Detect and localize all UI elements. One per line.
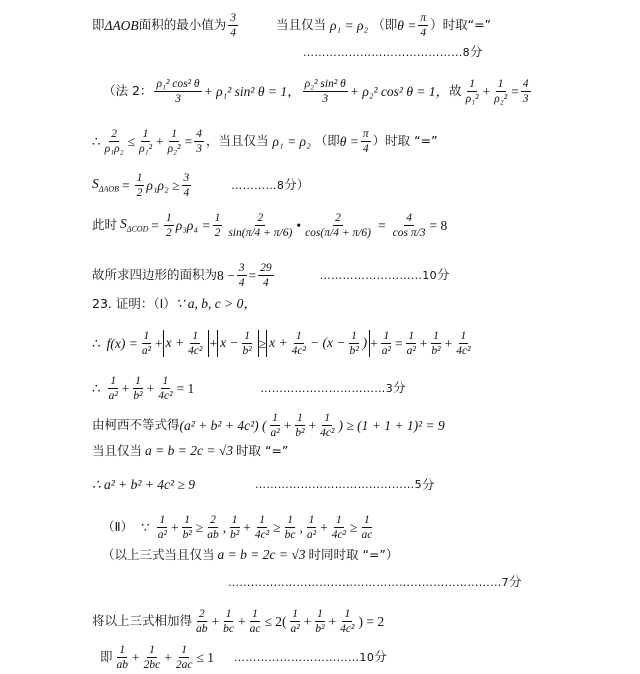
text-tongshi: 时同时取 “=”） (308, 546, 399, 562)
therefore-symbol: ∴ (92, 133, 101, 149)
score-line-7 (228, 576, 522, 589)
text-ji2: （即 (372, 17, 398, 33)
comma: , (299, 519, 303, 535)
area-aob-line (92, 172, 309, 199)
equals-sign: = (122, 177, 130, 193)
plus-sign: + (209, 335, 218, 351)
frac-2-rho: $\frac{2}{\text{ρ₁ρ₂}}$ (104, 128, 124, 156)
plus-sign: + (238, 613, 246, 629)
theta-eq: θ = (397, 17, 417, 33)
cauchy-expr-b: ) ≥ (1 + 1 + 1)² = 9 (338, 417, 445, 433)
frac-inv-4c2: $\frac{1}{\text{4c²}}$ (158, 375, 173, 403)
result-eight: = 8 (429, 217, 448, 233)
method-two-line (103, 78, 533, 105)
text-shiqu: ）时取“=” (430, 17, 492, 33)
plus-sign: + (211, 613, 220, 629)
text-dangqie: 当且仅当 (92, 442, 143, 458)
text-simultaneous: （以上三式当且仅当 (102, 546, 215, 562)
frac-inv-a2: $\frac{1}{\text{a²}}$ (270, 412, 280, 440)
frac-inv-rho1: $\frac{1}{\text{ρ₁²}}$ (139, 128, 153, 156)
frac-inv-b2: $\frac{1}{\text{b²}}$ (315, 608, 325, 636)
frac-four-thirds: $\frac{4}{3}$ (522, 78, 529, 106)
frac-inv-a2: $\frac{1}{\text{a²}}$ (306, 514, 317, 542)
frac-eq1: $\frac{\text{ρ₁² cos² θ}}{3}$ (156, 78, 200, 106)
dots-10: ………………………10 (319, 269, 438, 283)
abs-term-3: x + $\frac{1}{\text{4c²}}$ − (x − $\frac{1}{\text{b²}}$ ) (266, 330, 370, 357)
frac-inv-4c2: $\frac{1}{\text{4c²}}$ (254, 514, 270, 542)
plus-sign: + (132, 649, 140, 665)
frac-cos-pi3: $\frac{4}{\text{cos π/3}}$ (392, 212, 426, 240)
dots-10: ……………………………10 (234, 651, 375, 665)
frac-inv-4c2: $\frac{1}{\text{4c²}}$ (320, 412, 335, 440)
problem-23-header (92, 297, 257, 311)
sum-squares-expr: ∴ a² + b² + 4c² ≥ 9 (92, 477, 195, 492)
frac-inv-bc: $\frac{1}{bc}$ (223, 608, 234, 636)
simultaneous-equality-line (102, 548, 398, 562)
sum-squares-line (92, 478, 435, 492)
equals-sign: = (378, 217, 386, 233)
plus-sign: + (283, 417, 292, 433)
frac-pi-4: $\frac{\pi}{4}$ (362, 128, 369, 156)
frac-inv-b2: $\frac{1}{\text{b²}}$ (133, 375, 143, 403)
final-line (100, 644, 387, 671)
cond-rho: ρ₁ = ρ₂ (272, 133, 311, 149)
equals-sign: = (151, 217, 159, 233)
equality-expr: a = b = 2c = √3 (145, 443, 233, 458)
eq1-rest: + ρ₁² sin² θ = 1， (203, 83, 301, 99)
frac-inv-a2: $\frac{1}{\text{a²}}$ (406, 330, 416, 358)
equals-two: ) = 2 (358, 613, 385, 629)
dot-product: • (296, 217, 302, 233)
frac-three-quarters: $\frac{3}{4}$ (183, 172, 190, 200)
text-ji: 即 (92, 17, 105, 33)
equals-sign: = (248, 267, 257, 283)
frac-three-quarters: $\frac{3}{4}$ (238, 262, 245, 290)
cond-rho: ρ₁ = ρ₂ (329, 17, 369, 33)
frac-inv-ab: $\frac{1}{ab}$ (116, 644, 129, 672)
frac-inv-2ac: $\frac{1}{2ac}$ (175, 644, 193, 672)
equals-sign: = (511, 83, 519, 99)
cauchy-expr-a: (a² + b² + 4c²) ( (179, 417, 267, 433)
plus-sign: + (155, 335, 163, 351)
therefore-symbol: ∴ (92, 380, 101, 396)
text-ci-shi: 此时 (92, 217, 118, 233)
ge-sign: ≥ (195, 519, 204, 535)
le-sign: ≤ (127, 133, 136, 149)
area-symbol: $S_{\Delta AOB}$ (92, 176, 119, 194)
le-two: ≤ 2( (264, 613, 287, 629)
area-symbol: $S_{\Delta COD}$ (120, 216, 149, 234)
dots-5: ……………………………………5 (254, 478, 422, 492)
text-dangqie: ，当且仅当 (206, 133, 269, 149)
frac-inv-4c2: $\frac{1}{\text{4c²}}$ (331, 514, 347, 542)
frac-sin: $\frac{2}{\sin(\pi/4 + \pi/6)}$ (228, 212, 293, 240)
fx-line (92, 330, 475, 357)
text-shiqu: 时取 “=” (236, 442, 289, 458)
plus-sign: + (444, 335, 453, 351)
score-unit: 分 (437, 267, 450, 283)
abs-term-2: x − $\frac{1}{\text{b²}}$ (217, 330, 259, 357)
frac-inv-bc: $\frac{1}{bc}$ (284, 514, 296, 542)
text-dangqie: 当且仅当 (275, 17, 326, 33)
line-min-area (92, 12, 491, 39)
score-unit: 分 (509, 574, 522, 589)
part-two-label: （Ⅱ） (102, 519, 134, 535)
positivity-condition: ∵ a, b, c > 0， (175, 296, 257, 311)
dots-8: …………8 (231, 179, 285, 193)
score-unit: 分 (421, 476, 435, 492)
plus-sign: + (328, 613, 337, 629)
frac-four-thirds: $\frac{4}{3}$ (196, 128, 202, 156)
text-min: 面积的最小值为 (138, 17, 227, 33)
frac-inv-b2: $\frac{1}{\text{b²}}$ (182, 514, 192, 542)
ge-sign: ≥ (350, 519, 358, 535)
comma: , (222, 519, 227, 535)
plus-sign: + (121, 380, 130, 396)
frac-half: $\frac{1}{2}$ (165, 212, 172, 240)
frac-inv-rho2: $\frac{1}{\text{ρ₂²}}$ (167, 128, 181, 156)
frac-29-4: $\frac{29}{4}$ (260, 262, 272, 290)
plus-sign: + (156, 133, 164, 149)
frac-three-quarters: $\frac{3}{4}$ (230, 12, 236, 40)
inequality-line (92, 128, 438, 155)
fx-label: f(x) = (106, 335, 138, 351)
frac-inv-a2: $\frac{1}{\text{a²}}$ (157, 514, 167, 542)
frac-inv-b2: $\frac{1}{\text{b²}}$ (230, 514, 240, 542)
expr-eight-minus: 8 − (217, 267, 235, 283)
frac-half-2: $\frac{1}{2}$ (214, 212, 221, 240)
add-three-line (92, 608, 384, 635)
frac-inv-b2: $\frac{1}{\text{b²}}$ (431, 330, 441, 358)
theta-eq: θ = (339, 133, 359, 149)
text-shiqu: ）时取 “=” (372, 133, 438, 149)
text-ji: （即 (314, 133, 340, 149)
frac-inv-rho1: $\frac{1}{\text{ρ₁²}}$ (465, 78, 479, 106)
score-line-8 (303, 46, 483, 59)
frac-cos: $\frac{2}{\cos(\pi/4 + \pi/6)}$ (305, 212, 371, 240)
frac-eq2: $\frac{\text{ρ₂² sin² θ}}{3}$ (304, 78, 346, 106)
frac-2-ab: $\frac{2}{ab}$ (196, 608, 208, 636)
dots-8: ……………………………………8 (303, 45, 470, 59)
plus-sign: + (170, 519, 179, 535)
total-area-line (92, 262, 450, 289)
score-unit: 分） (284, 177, 310, 193)
frac-inv-ac: $\frac{1}{ac}$ (361, 514, 373, 542)
text-cauchy: 由柯西不等式得 (92, 417, 180, 433)
plus-sign: + (243, 519, 251, 535)
equals-sign: = (184, 133, 193, 149)
plus-sign: + (308, 417, 317, 433)
score-unit: 分 (470, 44, 483, 59)
score-unit: 分 (393, 380, 406, 396)
ge-sign: ≥ (258, 335, 267, 351)
equality-condition-line (92, 444, 288, 458)
frac-inv-2bc: $\frac{1}{2bc}$ (143, 644, 161, 672)
plus-sign: + (164, 649, 172, 665)
rho-product: ρ₁ρ₂ ≥ (146, 177, 180, 193)
abs-term-1: x + $\frac{1}{\text{4c²}}$ (163, 330, 210, 357)
cauchy-line (92, 412, 445, 439)
le-one: ≤ 1 (196, 649, 215, 665)
frac-inv-a2: $\frac{1}{\text{a²}}$ (290, 608, 300, 636)
frac-half: $\frac{1}{2}$ (136, 172, 143, 200)
frac-inv-4c2: $\frac{1}{\text{4c²}}$ (456, 330, 471, 358)
sum-equals-one-line (92, 375, 406, 402)
score-unit: 分 (374, 649, 387, 665)
method-label: （法 2： (103, 83, 153, 99)
plus-sign: + (146, 380, 155, 396)
dots-3: ……………………………3 (260, 382, 394, 396)
plus-sign: + (303, 613, 312, 629)
equals-one: = 1 (176, 380, 195, 396)
frac-inv-a2: $\frac{1}{\text{a²}}$ (108, 375, 118, 403)
frac-2-ab: $\frac{2}{ab}$ (207, 514, 219, 542)
eq2-rest: + ρ₂² cos² θ = 1， (349, 83, 450, 99)
equals-sign: = (394, 335, 403, 351)
plus-sign: + (320, 519, 328, 535)
equality-expr: a = b = 2c = √3 (217, 547, 306, 562)
ge-sign: ≥ (273, 519, 281, 535)
text-gu: 故 (449, 83, 462, 99)
frac-inv-rho2: $\frac{1}{\text{ρ₂²}}$ (494, 78, 508, 106)
rho-product: ρ₃ρ₄ = (175, 217, 211, 233)
because-symbol: ∵ (141, 519, 150, 535)
therefore-symbol: ∴ (92, 335, 101, 351)
frac-inv-ac: $\frac{1}{ac}$ (249, 608, 261, 636)
frac-inv-4c2: $\frac{1}{\text{4c²}}$ (340, 608, 355, 636)
plus-sign: + (482, 83, 491, 99)
area-cod-line (92, 212, 447, 239)
frac-pi-4: $\frac{\pi}{4}$ (420, 12, 427, 40)
tri-aob: ΔAOB (104, 17, 139, 33)
text-add-three: 将以上三式相加得 (92, 613, 193, 629)
dots-7: ………………………………………………………………7 (228, 575, 509, 589)
frac-inv-a2: $\frac{1}{\text{a²}}$ (381, 330, 391, 358)
plus-sign: + (370, 335, 378, 351)
text-ji: 即 (100, 649, 113, 665)
problem-label: 23. 证明：（Ⅰ） (92, 295, 176, 311)
part-two-line (102, 514, 376, 541)
plus-sign: + (419, 335, 428, 351)
frac-inv-a2: $\frac{1}{\text{a²}}$ (141, 330, 152, 358)
frac-inv-b2: $\frac{1}{\text{b²}}$ (295, 412, 305, 440)
text-total-area: 故所求四边形的面积为 (92, 267, 218, 283)
